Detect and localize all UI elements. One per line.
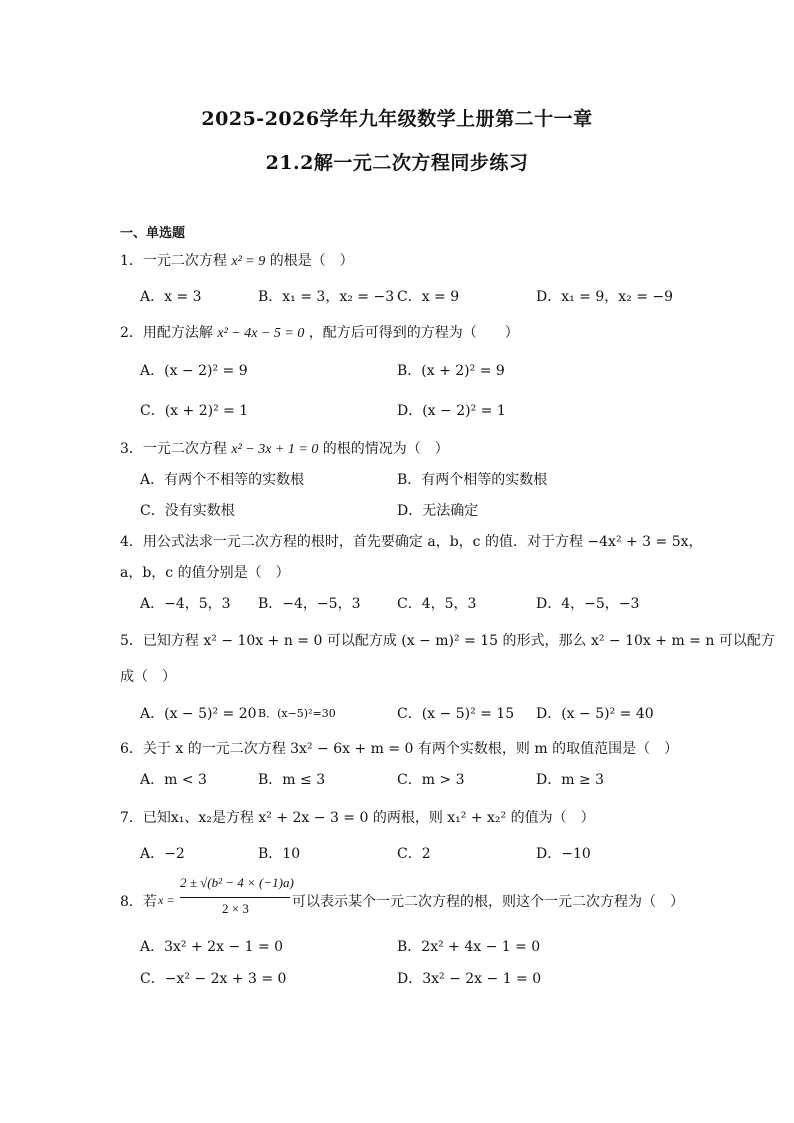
q5-option-d[interactable]: D．(x − 5)² = 40 <box>536 706 654 722</box>
fraction-bar <box>180 897 290 898</box>
question-5-line-1: 5．已知方程 x² − 10x + n = 0 可以配方成 (x − m)² = 15 的形式，那么 x² − 10x + m = n 可以配方 <box>120 633 775 649</box>
question-stem: ，配方后可得到的方程为（ ） <box>308 325 519 341</box>
page-title: 2025-2026学年九年级数学上册第二十一章 <box>201 108 593 130</box>
q4-option-d[interactable]: D．4，−5，−3 <box>536 596 640 612</box>
question-equation: x² − 4x − 5 = 0 <box>217 326 305 341</box>
q8-option-c[interactable]: C．−x² − 2x + 3 = 0 <box>140 971 287 987</box>
q8-option-d[interactable]: D．3x² − 2x − 1 = 0 <box>397 971 542 987</box>
question-equation: x² − 3x + 1 = 0 <box>231 442 319 457</box>
question-2 <box>120 322 519 342</box>
q2-option-a[interactable]: A．(x − 2)² = 9 <box>140 363 248 379</box>
q4-option-b[interactable]: B．−4，−5，3 <box>258 596 361 612</box>
question-equation: x² = 9 <box>231 254 266 269</box>
q3-option-c[interactable]: C．没有实数根 <box>140 503 235 519</box>
q7-option-a[interactable]: A．−2 <box>140 846 185 862</box>
question-3 <box>120 438 449 458</box>
q6-option-a[interactable]: A．m < 3 <box>140 772 207 788</box>
q1-option-a[interactable]: A．x = 3 <box>140 289 202 305</box>
q6-option-c[interactable]: C．m > 3 <box>397 772 465 788</box>
q5-option-c[interactable]: C．(x − 5)² = 15 <box>397 706 515 722</box>
q3-option-b[interactable]: B．有两个相等的实数根 <box>397 472 548 488</box>
q3-option-d[interactable]: D．无法确定 <box>397 503 479 519</box>
question-7: 7．已知x₁、x₂是方程 x² + 2x − 3 = 0 的两根，则 x₁² + x₂² 的值为（ ） <box>120 810 595 826</box>
question-8-prefix: 8．若 <box>120 894 157 910</box>
question-stem: 1．一元二次方程 <box>120 253 227 269</box>
q3-option-a[interactable]: A．有两个不相等的实数根 <box>140 472 305 488</box>
q7-option-b[interactable]: B．10 <box>258 846 301 862</box>
q1-option-c[interactable]: C．x = 9 <box>397 289 460 305</box>
question-stem: 3．一元二次方程 <box>120 441 227 457</box>
question-stem: 的根是（ ） <box>269 253 354 269</box>
q1-option-b[interactable]: B．x₁ = 3，x₂ = −3 <box>258 289 395 305</box>
q5-option-b[interactable]: B．(x−5)²=30 <box>258 707 336 720</box>
formula-lhs: x = <box>158 893 175 907</box>
q6-option-b[interactable]: B．m ≤ 3 <box>258 772 326 788</box>
q4-option-c[interactable]: C．4，5，3 <box>397 596 477 612</box>
q1-option-d[interactable]: D．x₁ = 9，x₂ = −9 <box>536 289 674 305</box>
question-8-suffix: 可以表示某个一元二次方程的根，则这个一元二次方程为（ ） <box>292 894 684 910</box>
q2-option-d[interactable]: D．(x − 2)² = 1 <box>397 403 506 419</box>
q8-option-a[interactable]: A．3x² + 2x − 1 = 0 <box>140 939 284 955</box>
section-heading: 一、单选题 <box>120 226 186 241</box>
q7-option-c[interactable]: C．2 <box>397 846 431 862</box>
q5-option-a[interactable]: A．(x − 5)² = 20 <box>140 706 257 722</box>
q2-option-b[interactable]: B．(x + 2)² = 9 <box>397 363 505 379</box>
q8-option-b[interactable]: B．2x² + 4x − 1 = 0 <box>397 939 541 955</box>
question-4-line-2: a，b，c 的值分别是（ ） <box>120 565 290 581</box>
question-6: 6．关于 x 的一元二次方程 3x² − 6x + m = 0 有两个实数根，则 m 的取值范围是（ ） <box>120 741 679 757</box>
question-stem: 的根的情况为（ ） <box>322 441 449 457</box>
question-5-line-2: 成（ ） <box>120 669 176 685</box>
q2-option-c[interactable]: C．(x + 2)² = 1 <box>140 403 249 419</box>
q7-option-d[interactable]: D．−10 <box>536 846 591 862</box>
question-1 <box>120 250 354 270</box>
question-stem: 2．用配方法解 <box>120 325 213 341</box>
formula-denominator: 2 × 3 <box>222 901 249 916</box>
formula-numerator: 2 ± √(b² − 4 × (−1)a) <box>180 875 294 890</box>
question-4-line-1: 4．用公式法求一元二次方程的根时，首先要确定 a，b，c 的值．对于方程 −4x² + 3 = 5x， <box>120 534 703 550</box>
q4-option-a[interactable]: A．−4，5，3 <box>140 596 231 612</box>
page-subtitle: 21.2解一元二次方程同步练习 <box>265 152 529 174</box>
q6-option-d[interactable]: D．m ≥ 3 <box>536 772 605 788</box>
